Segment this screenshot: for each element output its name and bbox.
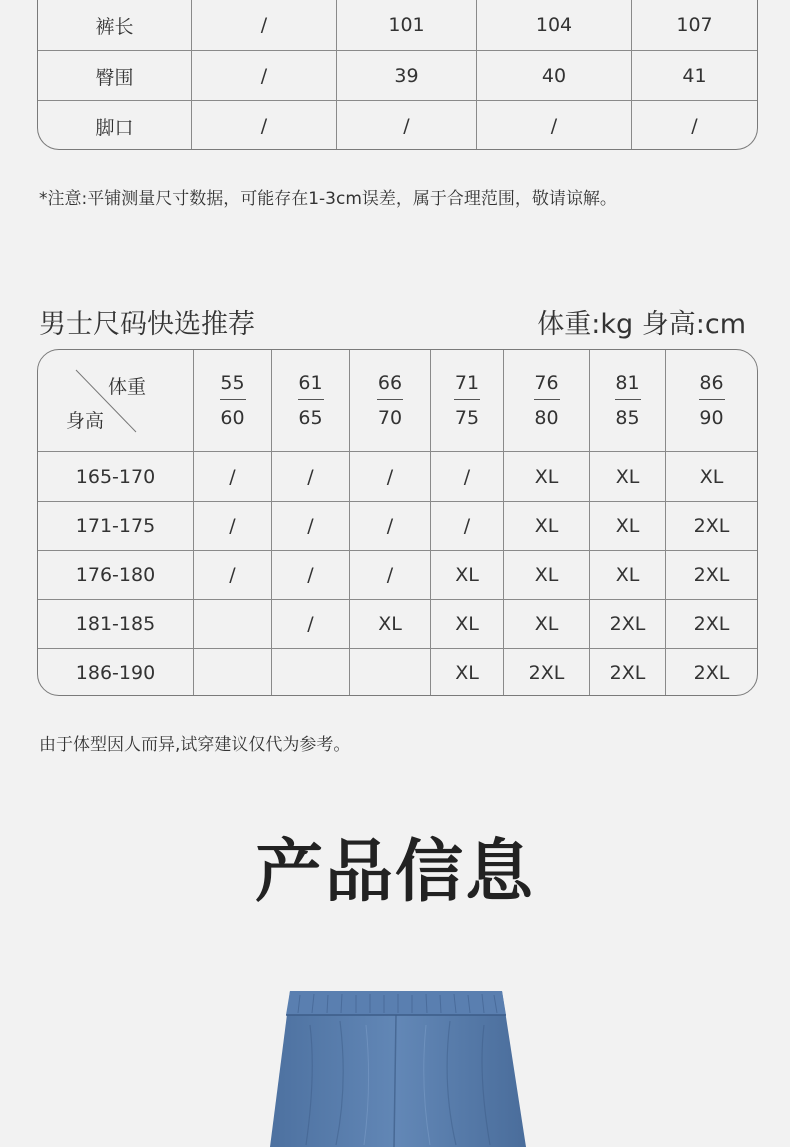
size-suggestion: XL <box>503 452 589 501</box>
weight-max: 60 <box>220 407 245 429</box>
size-suggestion: XL <box>665 452 757 501</box>
size-suggestion: XL <box>503 502 589 550</box>
corner-weight-label: 体重 <box>108 376 147 398</box>
size-cell: 101 <box>336 0 476 50</box>
weight-header <box>193 350 271 451</box>
weight-max: 85 <box>615 407 640 429</box>
weight-header <box>349 350 430 451</box>
recommend-row <box>38 599 757 648</box>
weight-header <box>665 350 757 451</box>
size-cell: / <box>336 101 476 150</box>
height-range: 181-185 <box>75 613 156 635</box>
size-suggestion: 2XL <box>665 502 757 550</box>
weight-min: 81 <box>615 372 640 394</box>
corner-height-label: 身高 <box>66 410 105 432</box>
size-cell: / <box>191 0 336 50</box>
measurement-note: *注意:平铺测量尺寸数据，可能存在1-3cm误差，属于合理范围，敬请谅解。 <box>39 189 617 209</box>
size-suggestion: XL <box>430 600 503 648</box>
weight-min: 55 <box>220 372 245 394</box>
weight-min: 66 <box>377 372 403 394</box>
size-cell: 107 <box>631 0 757 50</box>
section-title: 产品信息 <box>254 833 535 912</box>
size-row-label: 裤长 <box>95 15 134 38</box>
size-suggestion: / <box>271 452 349 501</box>
height-range: 165-170 <box>75 465 156 488</box>
weight-max: 70 <box>377 407 403 429</box>
size-suggestion: 2XL <box>665 551 757 599</box>
size-suggestion: 2XL <box>589 649 665 696</box>
height-range: 171-175 <box>75 515 156 537</box>
weight-max: 80 <box>534 407 559 429</box>
size-suggestion: / <box>430 502 503 550</box>
weight-max: 65 <box>298 407 323 429</box>
size-suggestion <box>349 649 430 696</box>
weight-min: 71 <box>454 372 480 394</box>
weight-max: 90 <box>699 407 724 429</box>
size-suggestion: 2XL <box>589 600 665 648</box>
size-row-hem <box>38 100 757 150</box>
recommend-units: 体重:kg 身高:cm <box>537 309 746 340</box>
size-suggestion: XL <box>589 452 665 501</box>
size-suggestion: / <box>349 502 430 550</box>
recommend-row <box>38 648 757 696</box>
size-cell: 104 <box>476 0 631 50</box>
size-suggestion: XL <box>589 551 665 599</box>
size-table <box>37 0 758 150</box>
weight-min: 61 <box>298 372 323 394</box>
waistband <box>286 991 506 1015</box>
size-suggestion: / <box>193 502 271 550</box>
size-cell: / <box>476 101 631 150</box>
recommend-row <box>38 501 757 550</box>
height-range: 176-180 <box>75 564 156 586</box>
size-suggestion: / <box>349 452 430 501</box>
recommend-header-row <box>38 350 757 452</box>
size-suggestion: / <box>271 600 349 648</box>
size-cell: / <box>631 101 757 150</box>
size-suggestion: 2XL <box>665 649 757 696</box>
corner-cell <box>38 350 193 451</box>
size-suggestion: 2XL <box>503 649 589 696</box>
size-suggestion: / <box>193 452 271 501</box>
weight-header <box>589 350 665 451</box>
size-suggestion: XL <box>589 502 665 550</box>
size-suggestion: / <box>430 452 503 501</box>
size-cell: / <box>191 101 336 150</box>
size-row-label: 脚口 <box>95 116 134 139</box>
size-suggestion <box>271 649 349 696</box>
size-cell: 40 <box>476 51 631 101</box>
recommend-row <box>38 452 757 501</box>
height-range: 186-190 <box>75 662 156 684</box>
diagonal-divider <box>38 350 193 452</box>
size-row-label: 臀围 <box>95 66 134 89</box>
weight-min: 76 <box>534 372 559 394</box>
size-row-length <box>38 0 757 50</box>
weight-max: 75 <box>454 407 480 429</box>
size-suggestion <box>193 600 271 648</box>
recommend-row <box>38 550 757 599</box>
size-suggestion: XL <box>503 600 589 648</box>
size-suggestion: XL <box>503 551 589 599</box>
size-suggestion: / <box>271 502 349 550</box>
recommend-title: 男士尺码快选推荐 <box>39 309 255 340</box>
weight-header <box>503 350 589 451</box>
recommend-table <box>37 349 758 696</box>
size-cell: 41 <box>631 51 757 101</box>
size-cell: 39 <box>336 51 476 101</box>
reference-note: 由于体型因人而异,试穿建议仅代为参考。 <box>39 735 351 755</box>
size-suggestion: / <box>193 551 271 599</box>
weight-header <box>271 350 349 451</box>
size-suggestion: / <box>349 551 430 599</box>
size-suggestion: XL <box>349 600 430 648</box>
size-suggestion: XL <box>430 551 503 599</box>
pants-image <box>270 985 530 1147</box>
weight-min: 86 <box>699 372 724 394</box>
weight-header <box>430 350 503 451</box>
size-suggestion <box>193 649 271 696</box>
size-row-hip <box>38 50 757 101</box>
size-cell: / <box>191 51 336 101</box>
size-suggestion: / <box>271 551 349 599</box>
size-suggestion: XL <box>430 649 503 696</box>
size-suggestion: 2XL <box>665 600 757 648</box>
